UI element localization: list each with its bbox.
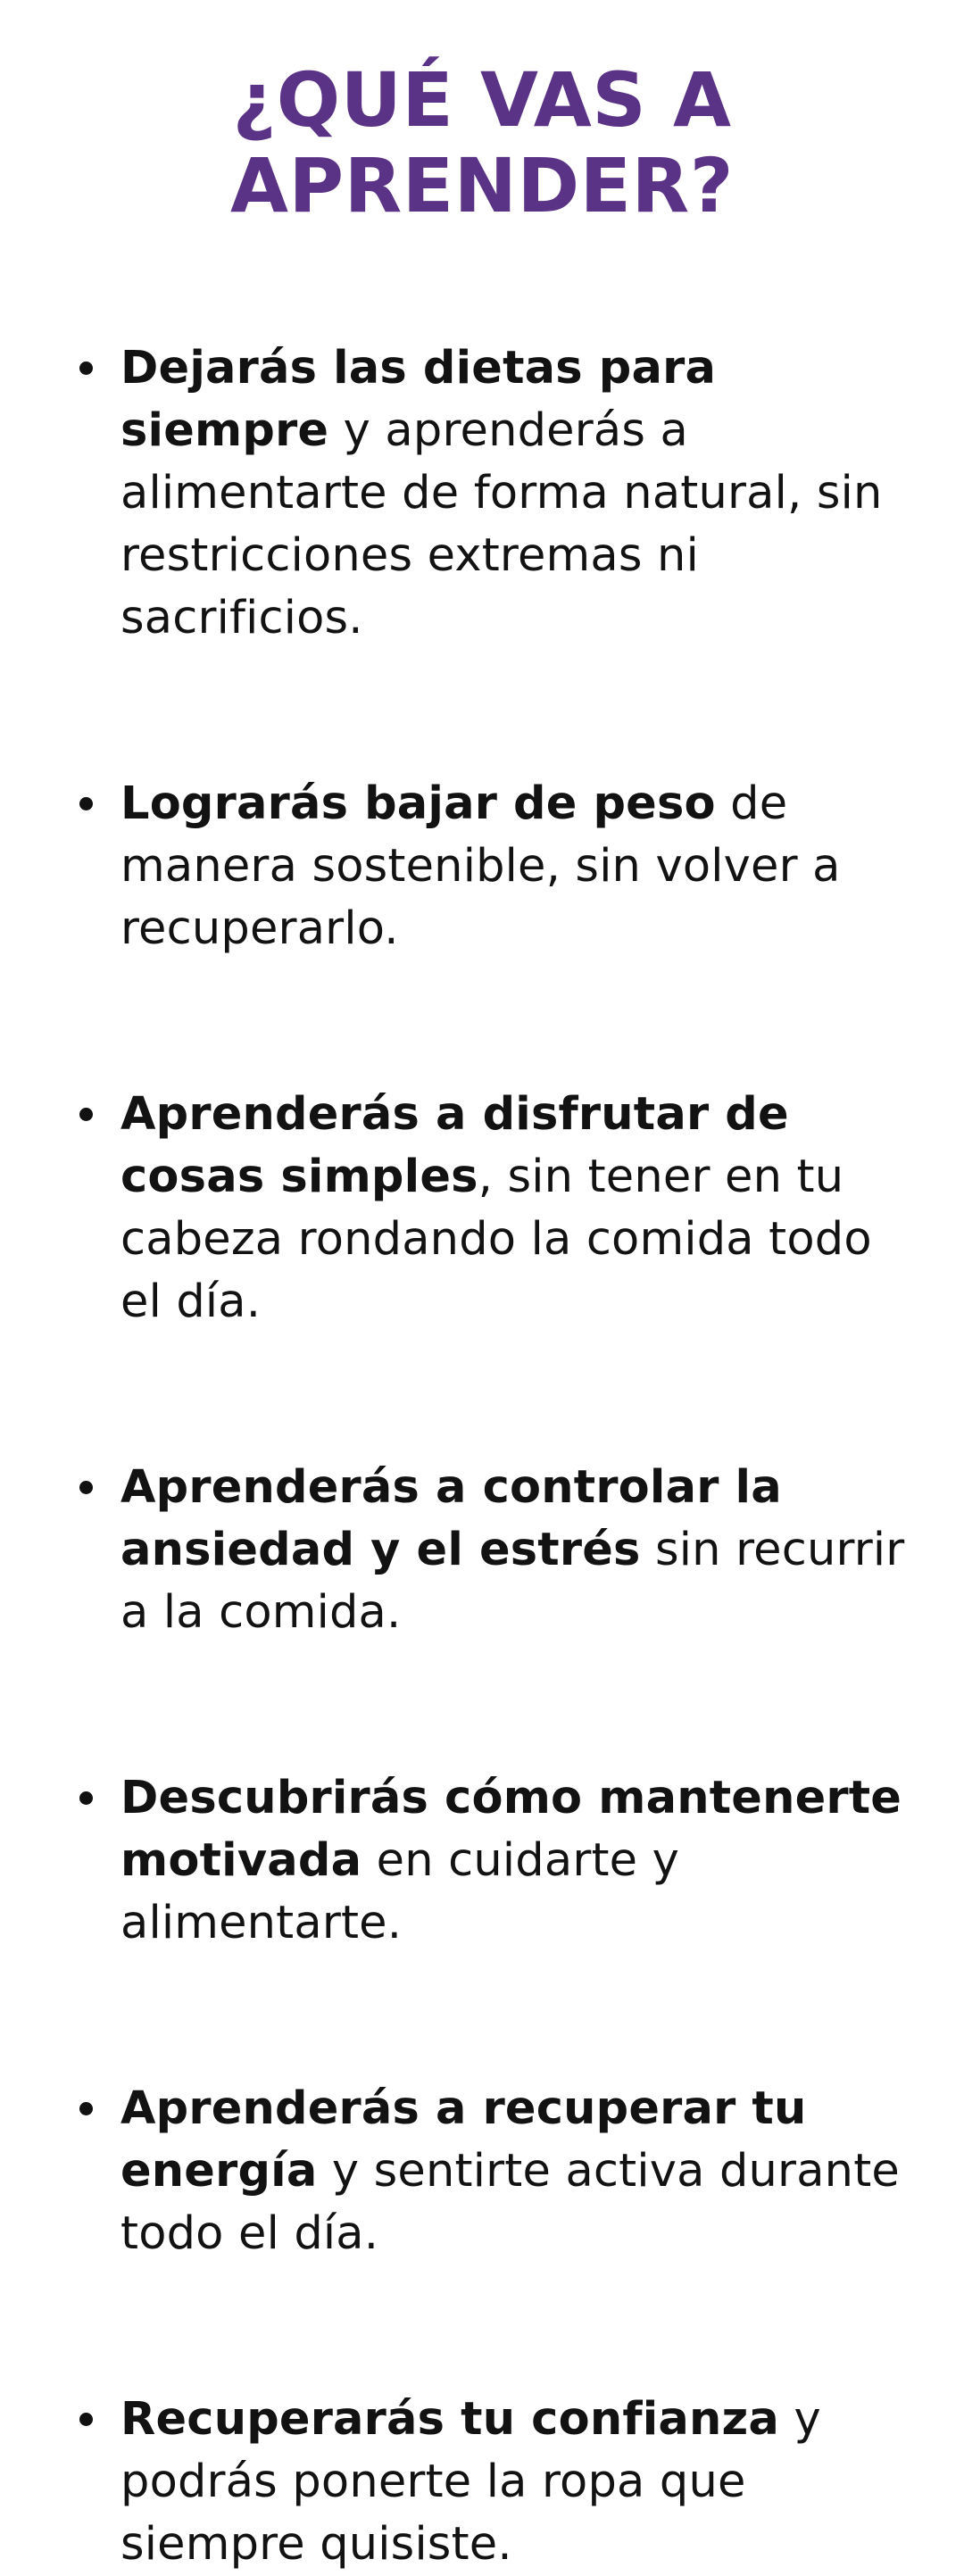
- benefit-item-confidence: [0, 2389, 964, 2576]
- benefit-highlight: Aprenderás a recuperar tu energía: [120, 2082, 807, 2198]
- benefit-text: en cuidarte y alimentarte.: [120, 1834, 680, 1949]
- benefit-item-weight-loss: [0, 773, 964, 960]
- benefit-text: y aprenderás a alimentarte de forma natural, sin restricciones extremas ni sacrificios.: [120, 404, 883, 644]
- bullet-icon: [79, 1108, 93, 1121]
- bullet-icon: [79, 1791, 93, 1805]
- benefit-item-motivation: [0, 1767, 964, 1955]
- benefits-list: [0, 337, 964, 2576]
- benefit-item-energy: [0, 2078, 964, 2265]
- benefit-item-anxiety: [0, 1457, 964, 1644]
- title-line-2: APRENDER?: [230, 142, 734, 229]
- benefit-text: y sentirte activa durante todo el día.: [120, 2145, 900, 2260]
- benefit-highlight: Recuperarás tu confianza: [120, 2393, 780, 2446]
- benefit-text: y podrás ponerte la ropa que siempre quisiste.: [120, 2393, 821, 2571]
- benefit-text: de manera sostenible, sin volver a recuperarlo.: [120, 777, 841, 955]
- benefit-highlight: Lograrás bajar de peso: [120, 777, 716, 830]
- benefit-highlight: Dejarás las dietas para siempre: [120, 342, 717, 457]
- bullet-icon: [79, 361, 93, 375]
- title-line-1: ¿QUÉ VAS A: [232, 56, 732, 144]
- benefit-item-diets: [0, 337, 964, 650]
- benefit-highlight: Aprenderás a controlar la ansiedad y el estrés: [120, 1461, 782, 1576]
- page-title: [0, 57, 964, 229]
- bullet-icon: [79, 2102, 93, 2115]
- benefit-highlight: Descubrirás cómo mantenerte motivada: [120, 1772, 902, 1887]
- bullet-icon: [79, 2413, 93, 2426]
- benefit-text: , sin tener en tu cabeza rondando la comida todo el día.: [120, 1151, 872, 1328]
- benefit-highlight: Aprenderás a disfrutar de cosas simples: [120, 1088, 789, 1203]
- bullet-icon: [79, 797, 93, 810]
- benefit-item-simple-things: [0, 1084, 964, 1334]
- benefit-text: sin recurrir a la comida.: [120, 1524, 905, 1639]
- bullet-icon: [79, 1481, 93, 1494]
